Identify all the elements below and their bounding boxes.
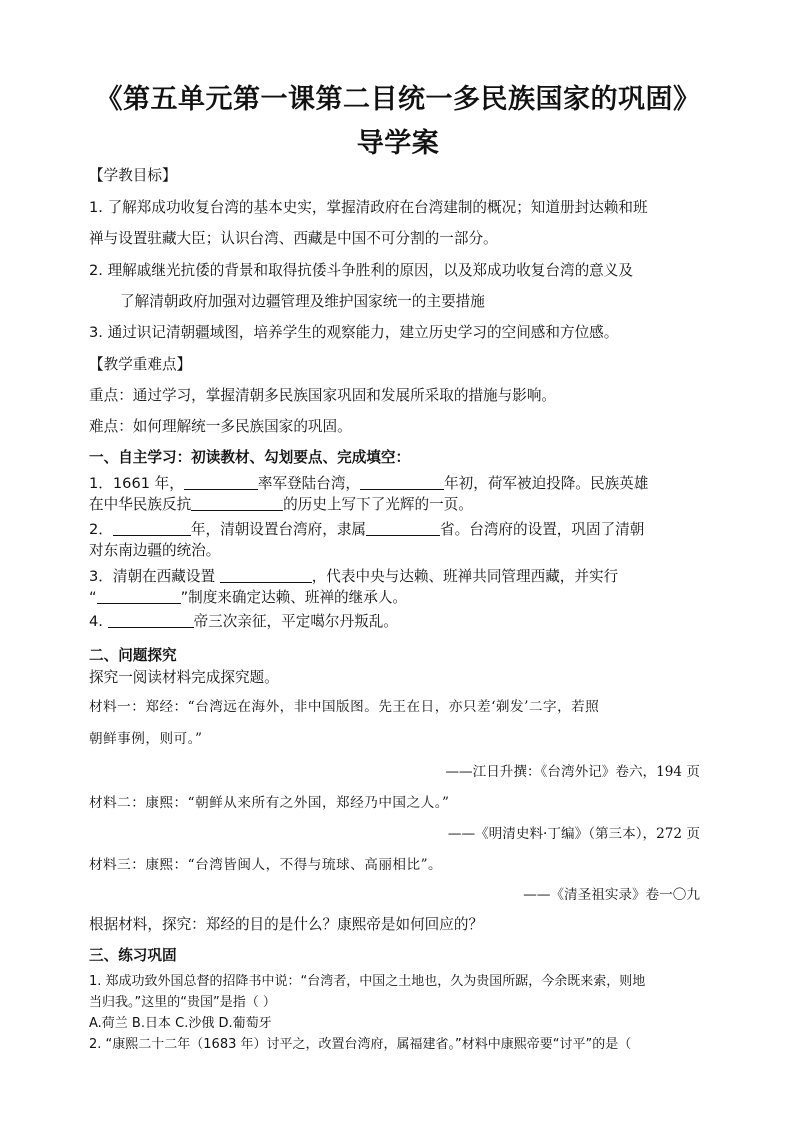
difficult-point: 难点：如何理解统一多民族国家的巩固。 — [89, 418, 352, 435]
part2-heading: 二、问题探究 — [89, 647, 177, 664]
fill-question-4 — [89, 612, 398, 632]
goal-3: 3. 通过识记清朝疆域图，培养学生的观察能力，建立历史学习的空间感和方位感。 — [89, 324, 619, 341]
fill-question-1-line-2 — [89, 495, 473, 515]
part3-heading: 三、练习巩固 — [89, 947, 177, 964]
q4-text-a: 4. — [89, 613, 108, 630]
blank-q1-1[interactable] — [184, 475, 258, 490]
q3-text-a: 3．清朝在西藏设置 — [89, 568, 220, 585]
goals-heading: 【学教目标】 — [89, 167, 177, 184]
q1-text-c: 年初，荷军被迫投降。民族英雄 — [444, 475, 649, 492]
q2-text-b: 年，清朝设置台湾府，隶属 — [190, 521, 367, 538]
blank-q2-2[interactable] — [366, 521, 440, 536]
fill-question-1-line-1 — [89, 474, 648, 494]
material-3-source: ——《清圣祖实录》卷一〇九 — [523, 887, 700, 903]
material-2-source: ——《明清史料·丁编》（第三本），272 页 — [447, 826, 700, 842]
material-3: 材料三：康熙：“台湾皆闽人，不得与琉球、高丽相比”。 — [89, 857, 443, 873]
exercise-1-line-1: 1. 郑成功致外国总督的招降书中说：“台湾者，中国之土地也，久为贵国所踞，今余既来索，则地 — [89, 974, 646, 989]
material-1-line-2: 朝鲜事例，则可。” — [89, 731, 203, 747]
q1-text-a: 1．1661 年， — [89, 475, 184, 492]
inquiry-question: 根据材料，探究：郑经的目的是什么？康熙帝是如何回应的？ — [89, 916, 484, 933]
goal-1-line-1: 1. 了解郑成功收复台湾的基本史实，掌握清政府在台湾建制的概况；知道册封达赖和班 — [89, 199, 648, 216]
fill-question-2-line-1 — [89, 520, 644, 540]
q1-text-e: 的历史上写下了光辉的一页。 — [283, 496, 473, 513]
part2-intro: 探究一阅读材料完成探究题。 — [89, 669, 279, 686]
q2-text-a: 2． — [89, 521, 113, 538]
key-point: 重点：通过学习，掌握清朝多民族国家巩固和发展所采取的措施与影响。 — [89, 387, 557, 404]
blank-q1-3[interactable] — [191, 496, 283, 511]
q2-text-c: 省。台湾府的设置，巩固了清朝 — [440, 521, 645, 538]
blank-q4-1[interactable] — [108, 613, 194, 628]
part1-heading: 一、自主学习：初读教材、勾划要点、完成填空： — [89, 449, 411, 466]
blank-q3-2[interactable] — [97, 589, 181, 604]
goal-2-line-1: 2. 理解戚继光抗倭的背景和取得抗倭斗争胜利的原因，以及郑成功收复台湾的意义及 — [89, 262, 633, 279]
goal-2-line-2: 了解清朝政府加强对边疆管理及维护国家统一的主要措施 — [120, 293, 485, 310]
fill-question-2-line-2: 对东南边疆的统治。 — [89, 542, 221, 559]
blank-q2-1[interactable] — [113, 521, 191, 536]
blank-q1-2[interactable] — [360, 475, 444, 490]
blank-q3-1[interactable] — [220, 568, 312, 583]
exercise-1-options: A.荷兰 B.日本 C.沙俄 D.葡萄牙 — [89, 1016, 272, 1031]
fill-question-3-line-1 — [89, 567, 618, 587]
fill-question-3-line-2 — [89, 588, 407, 608]
exercise-2-line-1: 2. “康熙二十二年（1683 年）讨平之，改置台湾府，属福建省。”材料中康熙帝要“讨平”的是（ — [89, 1037, 632, 1052]
q4-text-b: 帝三次亲征，平定噶尔丹叛乱。 — [193, 613, 398, 630]
material-1-source: ——江日升撰：《台湾外记》卷六，194 页 — [445, 764, 700, 780]
material-2: 材料二：康熙：“朝鲜从来所有之外国，郑经乃中国之人。” — [89, 795, 450, 811]
q1-text-d: 在中华民族反抗 — [89, 496, 192, 513]
page-title: 《第五单元第一课第二目统一多民族国家的巩固》导学案 — [95, 84, 701, 159]
goal-1-line-2: 禅与设置驻藏大臣；认识台湾、西藏是中国不可分割的一部分。 — [89, 230, 498, 247]
q1-text-b: 率军登陆台湾， — [257, 475, 361, 492]
q3-text-d: ”制度来确定达赖、班禅的继承人。 — [180, 589, 408, 606]
q3-text-b: ，代表中央与达赖、班禅共同管理西藏，并实行 — [311, 568, 619, 585]
material-1-line-1: 材料一：郑经：“台湾远在海外，非中国版图。先王在日，亦只差‘剃发’二字，若照 — [89, 699, 600, 715]
q3-text-c: “ — [89, 589, 97, 606]
keys-heading: 【教学重难点】 — [89, 356, 192, 373]
exercise-1-line-2: 当归我。”这里的“贵国”是指（ ） — [89, 995, 276, 1010]
